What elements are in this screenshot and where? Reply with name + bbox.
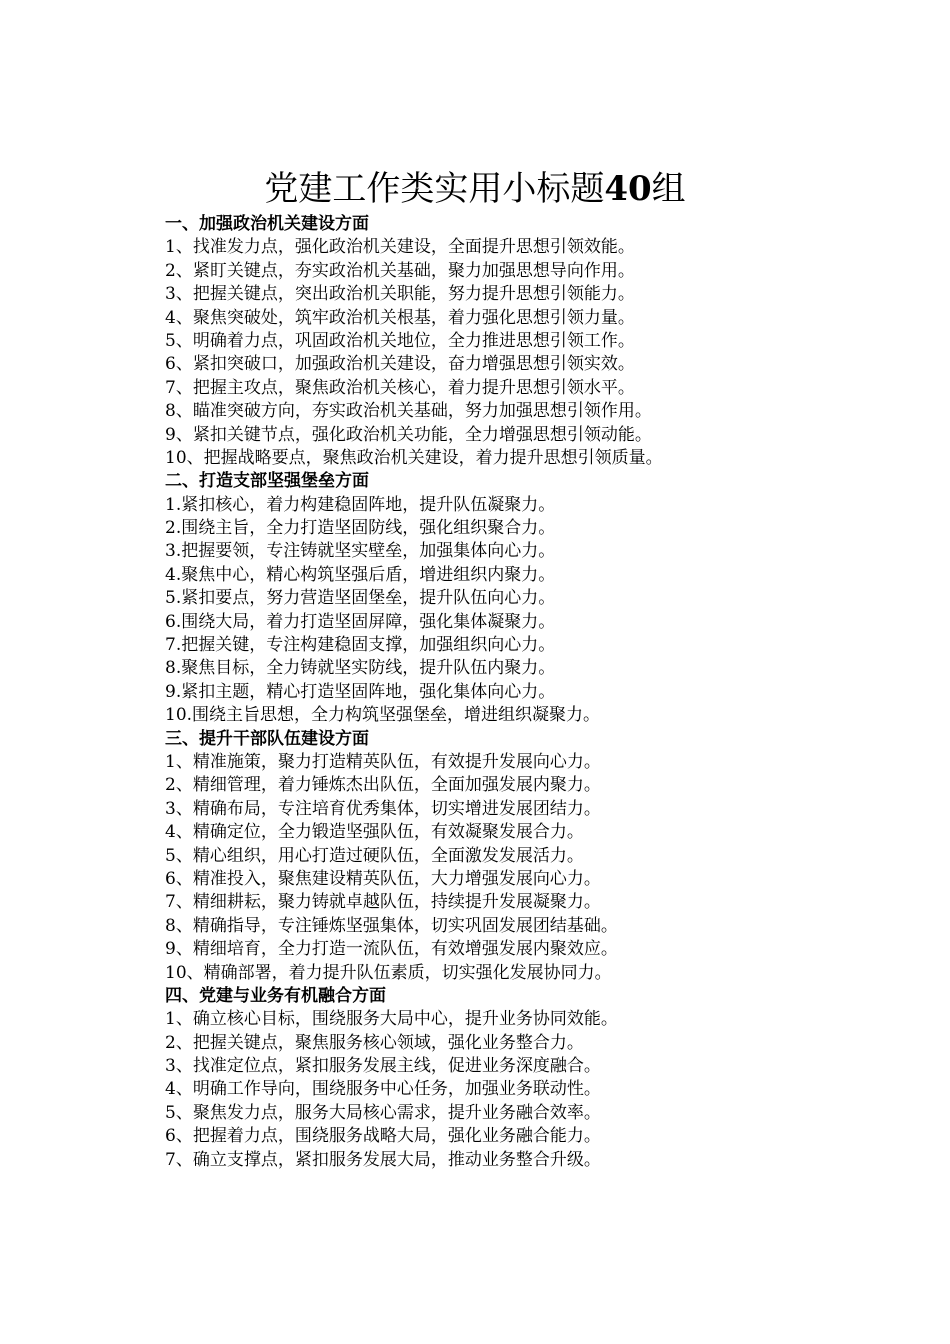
list-item: 1、确立核心目标，围绕服务大局中心，提升业务协同效能。 — [165, 1009, 618, 1030]
list-item: 1.紧扣核心，着力构建稳固阵地，提升队伍凝聚力。 — [165, 494, 556, 515]
title-text: 党建工作类实用小标题 — [264, 169, 605, 209]
list-item: 5.紧扣要点，努力营造坚固堡垒，提升队伍向心力。 — [165, 588, 556, 609]
list-item: 8.聚焦目标，全力铸就坚实防线，提升队伍内聚力。 — [165, 658, 556, 679]
list-item: 3、找准定位点，紧扣服务发展主线，促进业务深度融合。 — [165, 1056, 601, 1077]
list-item: 7.把握关键，专注构建稳固支撑，加强组织向心力。 — [165, 635, 556, 656]
list-item: 10.围绕主旨思想，全力构筑坚强堡垒，增进组织凝聚力。 — [165, 705, 601, 726]
list-item: 6、紧扣突破口，加强政治机关建设，奋力增强思想引领实效。 — [165, 354, 635, 375]
list-item: 5、精心组织，用心打造过硬队伍，全面激发发展活力。 — [165, 845, 584, 866]
list-item: 6、把握着力点，围绕服务战略大局，强化业务融合能力。 — [165, 1126, 601, 1147]
section-heading: 二、打造支部坚强堡垒方面 — [165, 471, 369, 492]
section-cadre-team — [165, 728, 905, 985]
section-branch-fortress — [165, 470, 905, 727]
document-title — [0, 166, 950, 212]
list-item: 7、把握主攻点，聚焦政治机关核心，着力提升思想引领水平。 — [165, 377, 635, 398]
list-item: 9.紧扣主题，精心打造坚固阵地，强化集体向心力。 — [165, 681, 556, 702]
list-item: 10、把握战略要点，聚焦政治机关建设，着力提升思想引领质量。 — [165, 447, 663, 468]
title-suffix: 组 — [651, 169, 686, 209]
list-item: 2.围绕主旨，全力打造坚固防线，强化组织聚合力。 — [165, 518, 556, 539]
section-party-business-integration — [165, 985, 905, 1172]
list-item: 1、精准施策，聚力打造精英队伍，有效提升发展向心力。 — [165, 751, 601, 772]
section-heading: 一、加强政治机关建设方面 — [165, 214, 369, 234]
list-item: 2、把握关键点，聚焦服务核心领域，强化业务整合力。 — [165, 1032, 584, 1053]
list-item: 3、把握关键点，突出政治机关职能，努力提升思想引领能力。 — [165, 284, 635, 305]
section-heading: 三、提升干部队伍建设方面 — [165, 728, 369, 749]
list-item: 2、紧盯关键点，夯实政治机关基础，聚力加强思想导向作用。 — [165, 260, 635, 281]
document-body — [165, 213, 905, 1172]
list-item: 4、精确定位，全力锻造坚强队伍，有效凝聚发展合力。 — [165, 822, 584, 843]
list-item: 4.聚焦中心，精心构筑坚强后盾，增进组织内聚力。 — [165, 564, 556, 585]
list-item: 9、紧扣关键节点，强化政治机关功能，全力增强思想引领动能。 — [165, 424, 652, 445]
section-heading: 四、党建与业务有机融合方面 — [165, 985, 386, 1006]
list-item: 10、精确部署，着力提升队伍素质，切实强化发展协同力。 — [165, 962, 612, 983]
list-item: 8、瞄准突破方向，夯实政治机关基础，努力加强思想引领作用。 — [165, 401, 652, 422]
list-item: 5、聚焦发力点，服务大局核心需求，提升业务融合效率。 — [165, 1102, 601, 1123]
list-item: 5、明确着力点，巩固政治机关地位，全力推进思想引领工作。 — [165, 330, 635, 351]
list-item: 6、精准投入，聚焦建设精英队伍，大力增强发展向心力。 — [165, 868, 601, 889]
list-item: 4、聚焦突破处，筑牢政治机关根基，着力强化思想引领力量。 — [165, 307, 635, 328]
list-item: 3、精确布局，专注培育优秀集体，切实增进发展团结力。 — [165, 798, 601, 819]
list-item: 2、精细管理，着力锤炼杰出队伍，全面加强发展内聚力。 — [165, 775, 601, 796]
list-item: 8、精确指导，专注锤炼坚强集体，切实巩固发展团结基础。 — [165, 915, 618, 936]
title-number: 40 — [604, 169, 652, 209]
list-item: 9、精细培育，全力打造一流队伍，有效增强发展内聚效应。 — [165, 939, 618, 960]
list-item: 4、明确工作导向，围绕服务中心任务，加强业务联动性。 — [165, 1079, 601, 1100]
list-item: 3.把握要领，专注铸就坚实壁垒，加强集体向心力。 — [165, 541, 556, 562]
list-item: 6.围绕大局，着力打造坚固屏障，强化集体凝聚力。 — [165, 611, 556, 632]
list-item: 7、确立支撑点，紧扣服务发展大局，推动业务整合升级。 — [165, 1149, 601, 1170]
section-political-organs — [165, 213, 905, 470]
list-item: 1、找准发力点，强化政治机关建设，全面提升思想引领效能。 — [165, 237, 635, 258]
list-item: 7、精细耕耘，聚力铸就卓越队伍，持续提升发展凝聚力。 — [165, 892, 601, 913]
